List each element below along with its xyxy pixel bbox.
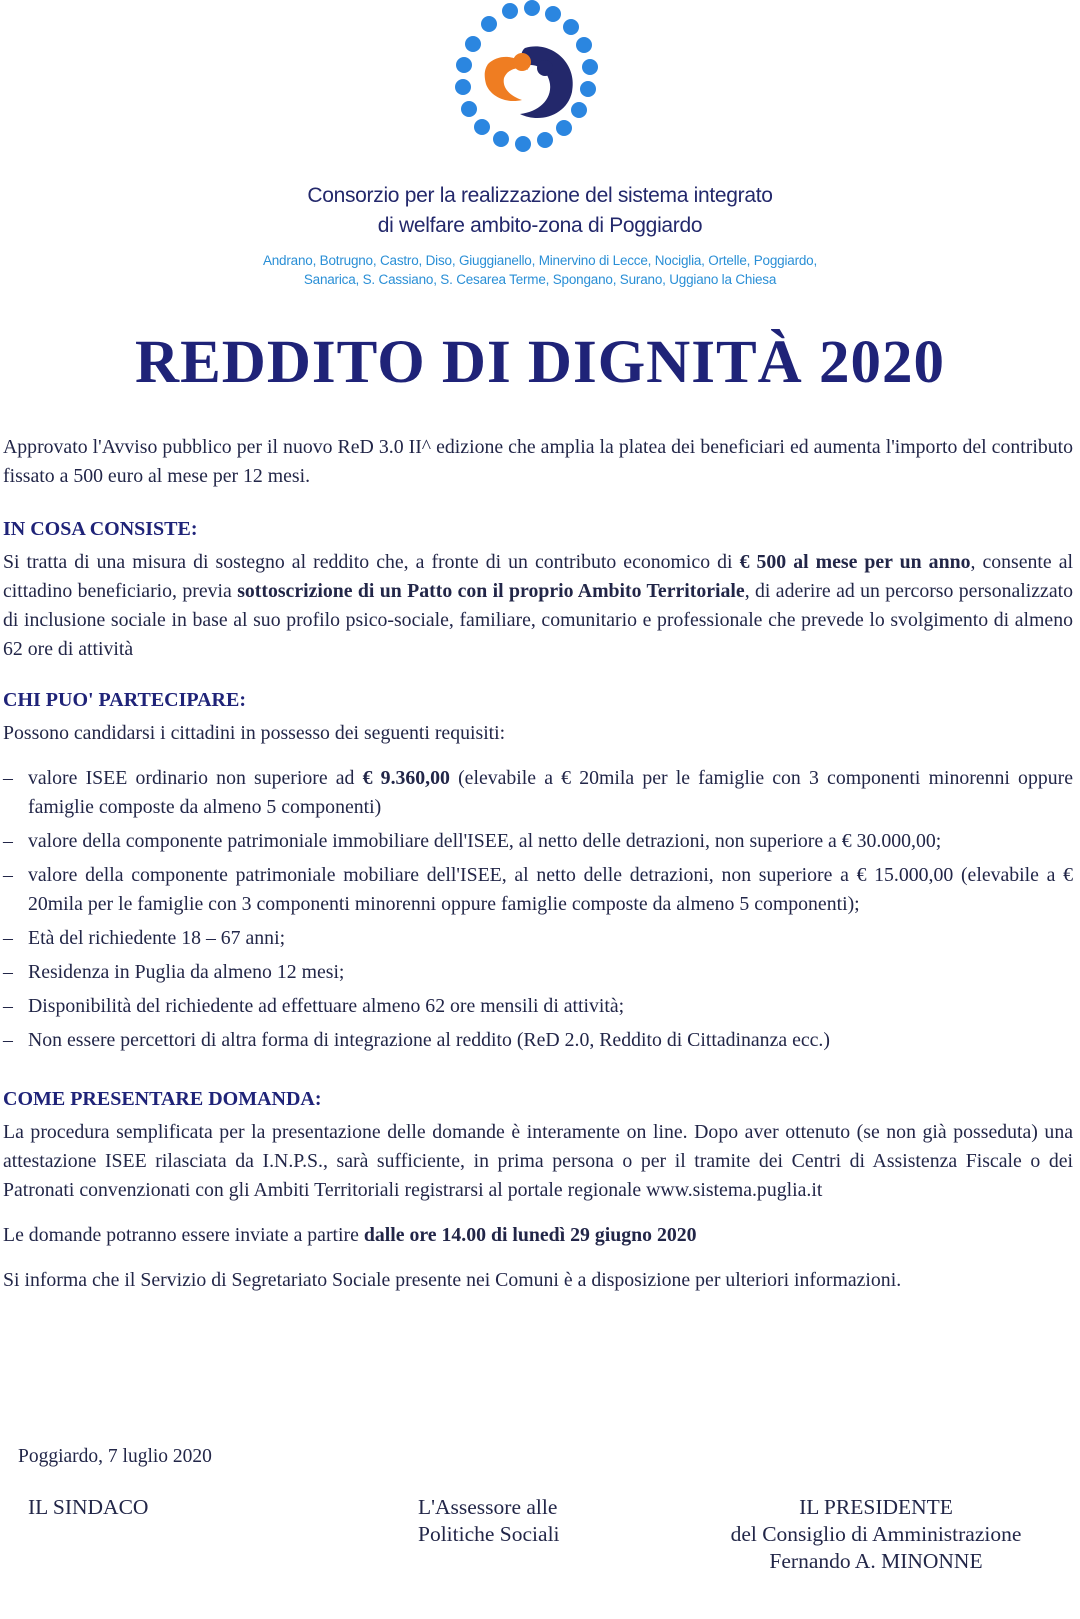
section-heading-how-to-apply: COME PRESENTARE DOMANDA: [3, 1088, 322, 1110]
signature-president [700, 1494, 1052, 1575]
info-text: Si informa che il Servizio di Segretariato Sociale presente nei Comuni è a disposizione per ulteriori informazioni. [3, 1269, 902, 1291]
signature-role-line: IL PRESIDENTE [799, 1495, 953, 1519]
list-item: – Età del richiedente 18 – 67 anni; [3, 924, 1073, 953]
section-what-it-is-text [3, 548, 1073, 664]
signature-mayor [28, 1494, 148, 1521]
list-item: – valore della componente patrimoniale mobiliare dell'ISEE, al netto delle detrazioni, non superiore a € 15.000,00 (elevabile a € 20mila per le famiglie con 3 componenti minorenni oppure famiglie composte da almeno 5 componenti); [3, 861, 1073, 919]
page-title: REDDITO DI DIGNITÀ 2020 [135, 329, 945, 396]
bold-submission-date: dalle ore 14.00 di lunedì 29 giugno 2020 [363, 1224, 697, 1246]
list-item: – Residenza in Puglia da almeno 12 mesi; [3, 958, 1073, 987]
signature-person-name: Fernando A. MINONNE [769, 1549, 983, 1573]
how-to-apply-text: La procedura semplificata per la presentazione delle domande è interamente on line. Dopo aver ottenuto (se non già posseduta) una attestazione ISEE rilasciata da I.N.P.S., sarà sufficiente, in prima persona o per il tramite dei Centri di Assistenza Fiscale o dei Patronati convenzionati con gli Ambiti Territoriali registrarsi al portale regionale www.sistema.puglia.it [3, 1121, 1073, 1201]
submission-date-text [3, 1221, 1073, 1250]
document-date: Poggiardo, 7 luglio 2020 [18, 1446, 212, 1467]
signature-role-line: Politiche Sociali [418, 1522, 560, 1546]
requirements-list [3, 764, 1073, 1055]
text-segment: Le domande potranno essere inviate a partire [3, 1224, 364, 1246]
main-content [3, 433, 1073, 1295]
consortium-logo [430, 0, 630, 178]
text-segment: , consente al cittadino beneficiario, previa [3, 551, 1073, 602]
signature-councillor [418, 1494, 560, 1548]
text-segment: valore ISEE ordinario non superiore ad [28, 767, 363, 789]
organization-name-line-2: di welfare ambito-zona di Poggiardo [377, 214, 703, 237]
signature-role: IL SINDACO [28, 1495, 149, 1519]
section-heading-who-can-apply: CHI PUO' PARTECIPARE: [3, 689, 246, 711]
list-item: – Non essere percettori di altra forma di integrazione al reddito (ReD 2.0, Reddito di Cittadinanza ecc.) [3, 1026, 1073, 1055]
section-heading-what-it-is: IN COSA CONSISTE: [3, 518, 198, 540]
signature-role-line: L'Assessore alle [418, 1495, 558, 1519]
text-segment: Si tratta di una misura di sostegno al reddito che, a fronte di un contributo economico di [3, 551, 740, 573]
organization-name-line-1: Consorzio per la realizzazione del sistema integrato [307, 184, 773, 207]
intro-paragraph: Approvato l'Avviso pubblico per il nuovo ReD 3.0 II^ edizione che amplia la platea dei beneficiari ed aumenta l'importo del contributo fissato a 500 euro al mese per 12 mesi. [3, 436, 1073, 487]
requirements-intro: Possono candidarsi i cittadini in possesso dei seguenti requisiti: [3, 722, 506, 744]
list-item: – Disponibilità del richiedente ad effettuare almeno 62 ore mensili di attività; [3, 992, 1073, 1021]
member-towns-line-1: Andrano, Botrugno, Castro, Diso, Giuggianello, Minervino di Lecce, Nociglia, Ortelle, Poggiardo, [262, 253, 818, 268]
signature-role-line: del Consiglio di Amministrazione [730, 1522, 1022, 1546]
bold-isee-limit: € 9.360,00 [362, 767, 450, 789]
text-segment: , di aderire ad un percorso personalizzato di inclusione sociale in base al suo profilo psico-sociale, familiare, comunitario e professionale che prevede lo svolgimento di almeno 62 ore di attività [3, 580, 1074, 660]
list-item: – valore della componente patrimoniale immobiliare dell'ISEE, al netto delle detrazioni, non superiore a € 30.000,00; [3, 827, 1073, 856]
list-item [3, 764, 1073, 822]
text-segment: (elevabile a € 20mila per le famiglie con 3 componenti minorenni oppure famiglie composte da almeno 5 componenti) [28, 767, 1073, 818]
bold-pact: sottoscrizione di un Patto con il proprio Ambito Territoriale [237, 580, 745, 602]
bold-amount: € 500 al mese per un anno [739, 551, 971, 573]
member-towns-line-2: Sanarica, S. Cassiano, S. Cesarea Terme, Spongano, Surano, Uggiano la Chiesa [303, 272, 777, 287]
